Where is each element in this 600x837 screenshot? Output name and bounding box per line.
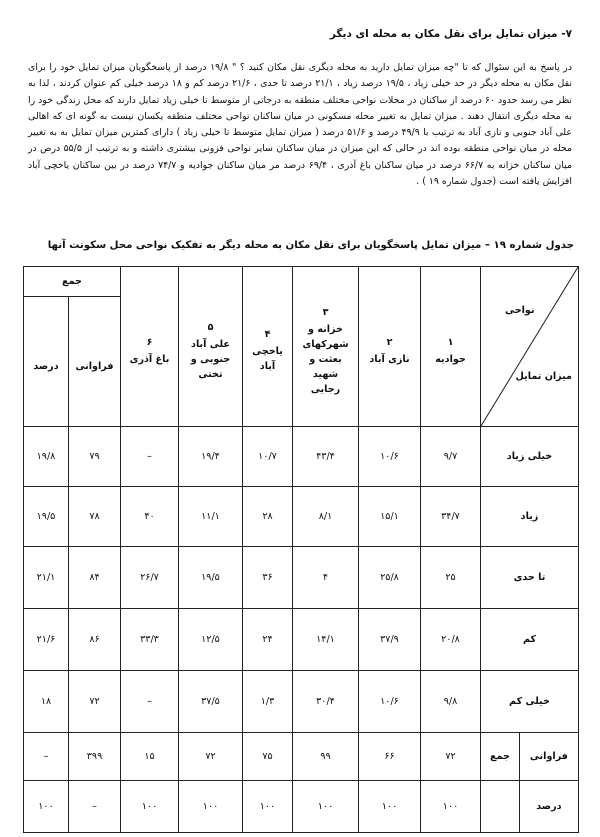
table-cell: ۱۰۰ <box>243 781 293 833</box>
table-row <box>24 609 579 671</box>
table-row <box>24 671 579 733</box>
row-label: خیلی کم <box>481 671 579 733</box>
column-name: باغ آذری <box>129 353 170 365</box>
table-cell: ۶۶ <box>359 733 421 781</box>
total-subheader: درصد <box>24 297 69 427</box>
table-cell: ۱۰۰ <box>359 781 421 833</box>
table-cell: ۳۳/۳ <box>121 609 179 671</box>
table-cell: ۷۲ <box>179 733 243 781</box>
table-cell: ۱۹/۵ <box>179 547 243 609</box>
table-row <box>24 427 579 487</box>
sum-label-block <box>481 781 578 832</box>
table-cell: ۱۲/۵ <box>179 609 243 671</box>
data-table <box>23 266 579 833</box>
table-cell: ۱۹/۸ <box>24 427 69 487</box>
table-cell: ۱۸ <box>24 671 69 733</box>
table-cell: ۳۷/۵ <box>179 671 243 733</box>
table-cell: ۲۱/۱ <box>24 547 69 609</box>
table-cell: ۴ <box>293 547 359 609</box>
sum-row <box>24 733 579 781</box>
column-name: خزانه و شهرکهای بعثت و شهید رجایی <box>302 323 349 395</box>
table-cell: ۲۶/۷ <box>121 547 179 609</box>
table-cell: ۱۴/۱ <box>293 609 359 671</box>
table-cell: – <box>121 671 179 733</box>
table-cell: ۲۱/۶ <box>24 609 69 671</box>
table-cell: ۳۰/۴ <box>293 671 359 733</box>
table-cell: ۸۶ <box>69 609 121 671</box>
row-label: کم <box>481 609 579 671</box>
table-cell: ۱۰/۶ <box>359 427 421 487</box>
table-cell: ۷۹ <box>69 427 121 487</box>
column-number: ۲ <box>386 336 393 348</box>
table-cell: ۱۰۰ <box>179 781 243 833</box>
column-number: ۴ <box>264 329 271 340</box>
column-header <box>179 267 243 427</box>
table-cell: ۳۴/۷ <box>421 487 481 547</box>
table-cell: ۴۳/۴ <box>293 427 359 487</box>
table-cell: ۷۵ <box>243 733 293 781</box>
table-cell: ۱۰۰ <box>121 781 179 833</box>
table-cell: ۱۰۰ <box>24 781 69 833</box>
table-cell: ۷۸ <box>69 487 121 547</box>
column-name: جوادیه <box>435 353 466 365</box>
table-row <box>24 547 579 609</box>
column-number: ۱ <box>447 336 454 348</box>
total-header: جمع <box>24 267 121 297</box>
row-label: خیلی زیاد <box>481 427 579 487</box>
column-header <box>421 267 481 427</box>
body-paragraph: در پاسخ به این سئوال که تا "چه میزان تمایل دارید به محله دیگری نقل مکان کنید ؟ " ۱۹/۸ درصد از پاسخگویان میزان تمایل خود را برای نقل مکان به محله دیگر در حد خیلی زیاد ، ۱۹/۵ درصد زیاد ، ۲۱/۱ درصد تا حدی ، ۲۱/۶ درصد کم و ۱۸ درصد خیلی کم عنوان کردند ، لذا به نظر می رسد حدود ۶۰ درصد از ساکنان در محلات نواحی مختلف منطقه به درجاتی از متوسط تا خیلی زیاد تمایل دارند که محل زندگی خود را به محله دیگری انتقال دهند . میزان تمایل به تغییر محله مسکونی در میان ساکنان نواحی مختلف منطقه یکسان نیست به گونه ای که اهالی علی آباد جنوبی و نازی آباد به ترتیب با ۴۹/۹ درصد و ۵۱/۶ درصد ( میزان تمایل متوسط تا خیلی زیاد ) دارای کمترین میزان تمایل به به تغییر محله در میان نواحی منطقه بوده اند در حالی که این میزان در میان ساکنان سایر نواحی فزونی بیشتری داشته و به ترتیب از ۵۵/۵ درص در میان ساکنان خزانه به ۶۶/۷ درصد در میان ساکنان باغ آذری ، ۶۹/۴ درصد مر میان ساکنان جوادیه و ۷۴/۷ درصد در بین ساکنان یاخچی آباد افزایش یافته است (جدول شماره ۱۹ ) . <box>28 62 573 188</box>
sum-row <box>24 781 579 833</box>
diagonal-divider <box>481 267 578 426</box>
total-subheader: فراوانی <box>69 297 121 427</box>
table-cell: – <box>121 427 179 487</box>
row-label: زیاد <box>481 487 579 547</box>
table-cell: – <box>69 781 121 833</box>
section-heading: ۷- میزان تمایل برای نقل مکان به محله ای دیگر <box>329 28 572 40</box>
table-cell: ۳۶ <box>243 547 293 609</box>
table-cell: – <box>24 733 69 781</box>
column-header <box>293 267 359 427</box>
table-caption: جدول شماره ۱۹ – میزان تمایل پاسخگویان برای نقل مکان به محله دیگر به تفکیک نواحی محل سکونت آنها <box>47 240 574 251</box>
table-cell: ۲۰/۸ <box>421 609 481 671</box>
column-name: نازی آباد <box>369 353 410 365</box>
table-cell: ۹۹ <box>293 733 359 781</box>
table-cell: ۹/۸ <box>421 671 481 733</box>
table-cell: ۱۵ <box>121 733 179 781</box>
column-name: یاخچی آباد <box>252 346 283 372</box>
table-cell: ۸۴ <box>69 547 121 609</box>
table-cell: ۲۴ <box>243 609 293 671</box>
sum-row-label: درصد <box>519 781 578 832</box>
table-cell: ۷۲ <box>421 733 481 781</box>
column-header <box>121 267 179 427</box>
corner-top-label: نواحی <box>505 305 535 316</box>
table-cell: ۹/۷ <box>421 427 481 487</box>
table-cell: ۲۵/۸ <box>359 547 421 609</box>
table-cell: ۱۰/۶ <box>359 671 421 733</box>
table-cell: ۱۰۰ <box>293 781 359 833</box>
column-name: علی آباد جنوبی و تختی <box>190 338 231 380</box>
column-number: ۶ <box>146 336 153 348</box>
sum-label-block <box>481 733 578 780</box>
column-header <box>359 267 421 427</box>
column-header <box>243 267 293 427</box>
table-cell: ۲۸ <box>243 487 293 547</box>
table-cell: ۱۱/۱ <box>179 487 243 547</box>
table-cell: ۱۹/۵ <box>24 487 69 547</box>
sum-row-label: فراوانی <box>519 733 578 780</box>
corner-cell <box>481 267 579 427</box>
column-number: ۳ <box>322 306 329 318</box>
table-cell: ۱/۳ <box>243 671 293 733</box>
table-cell: ۲۵ <box>421 547 481 609</box>
table-cell: ۱۹/۴ <box>179 427 243 487</box>
table-cell: ۴۰ <box>121 487 179 547</box>
table-cell: ۳۹۹ <box>69 733 121 781</box>
table-cell: ۳۷/۹ <box>359 609 421 671</box>
table-cell: ۱۰/۷ <box>243 427 293 487</box>
row-label: تا حدی <box>481 547 579 609</box>
column-number: ۵ <box>207 321 214 333</box>
table-row <box>24 487 579 547</box>
table-cell: ۷۲ <box>69 671 121 733</box>
table-cell: ۱۵/۱ <box>359 487 421 547</box>
table-cell: ۱۰۰ <box>421 781 481 833</box>
corner-bottom-label: میزان تمایل <box>515 371 572 382</box>
sum-label: جمع <box>489 751 510 762</box>
table-cell: ۸/۱ <box>293 487 359 547</box>
